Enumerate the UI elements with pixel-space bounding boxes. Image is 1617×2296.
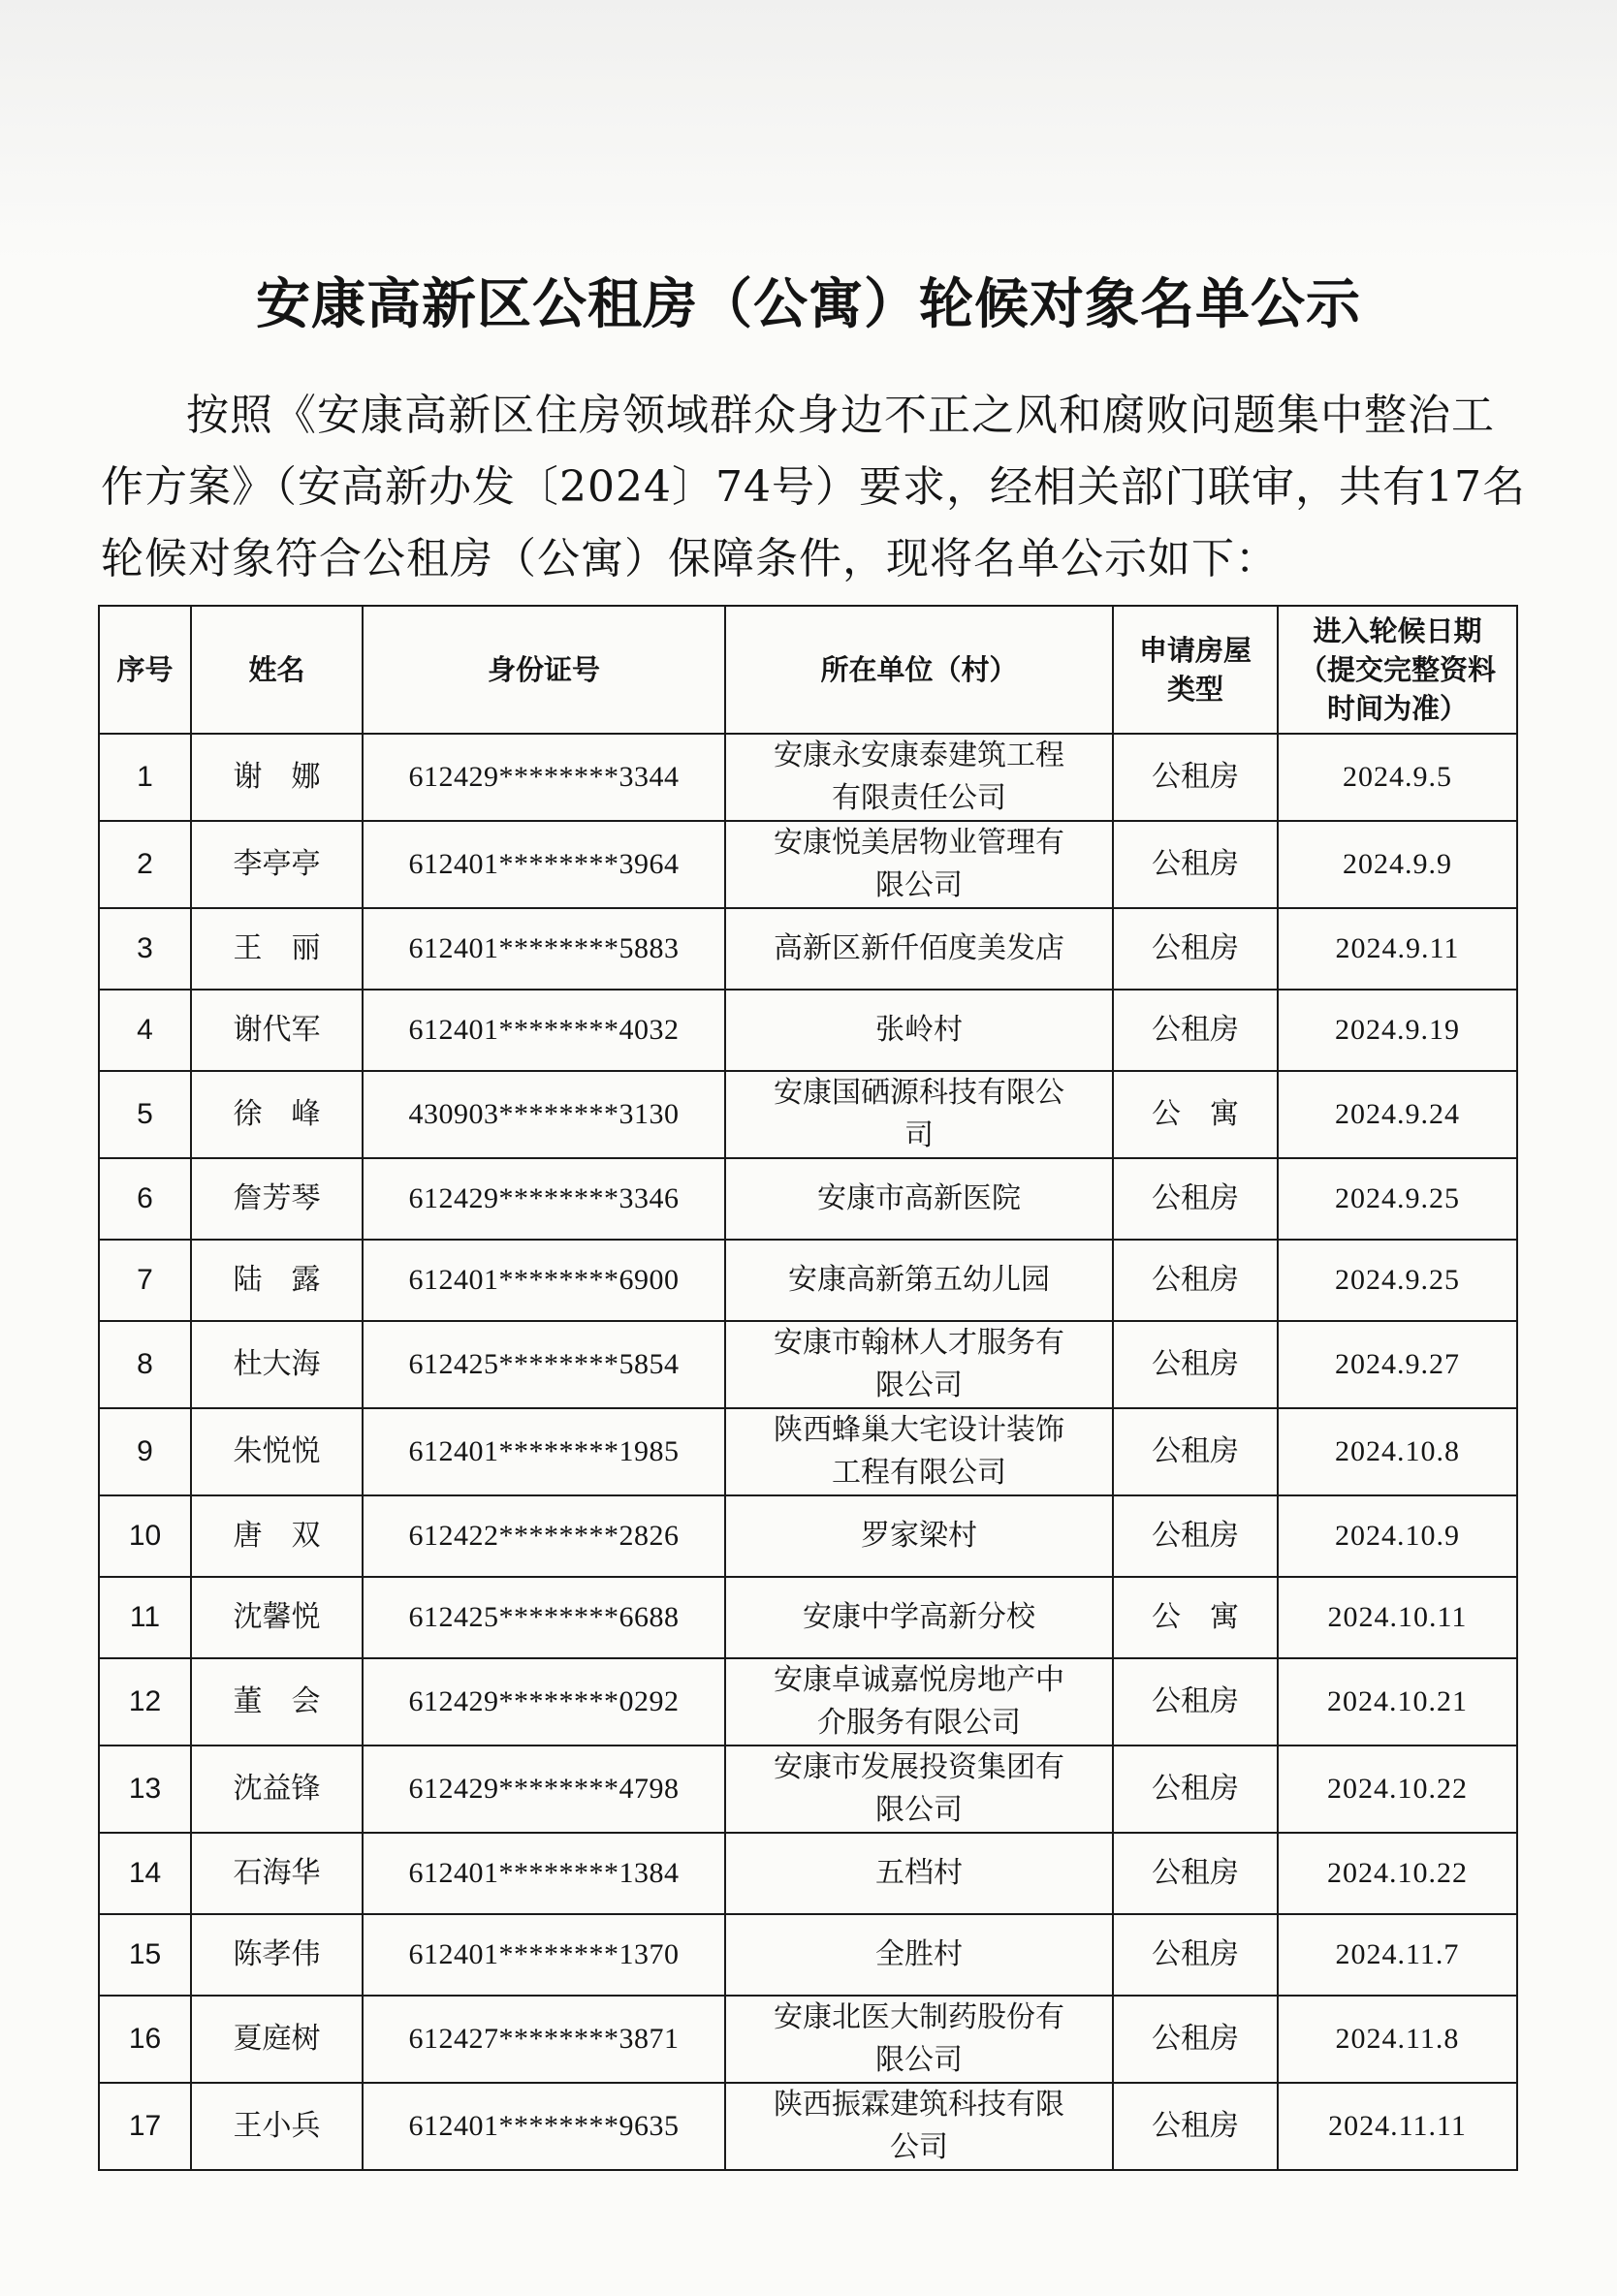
table-row <box>99 990 1517 1071</box>
cell-name: 詹芳琴 <box>191 1158 363 1240</box>
table-row <box>99 1158 1517 1240</box>
cell-name: 王小兵 <box>191 2083 363 2170</box>
cell-date: 2024.9.25 <box>1278 1240 1517 1321</box>
cell-house-type: 公租房 <box>1113 1495 1278 1577</box>
cell-unit: 安康卓诚嘉悦房地产中介服务有限公司 <box>725 1658 1113 1746</box>
cell-name: 董 会 <box>191 1658 363 1746</box>
cell-house-type: 公租房 <box>1113 1914 1278 1996</box>
table-row <box>99 1996 1517 2083</box>
cell-name: 谢代军 <box>191 990 363 1071</box>
cell-unit: 安康市高新医院 <box>725 1158 1113 1240</box>
table-row <box>99 1071 1517 1158</box>
cell-no: 12 <box>99 1658 191 1746</box>
cell-house-type: 公 寓 <box>1113 1577 1278 1658</box>
table-row <box>99 1746 1517 1833</box>
table-row <box>99 1914 1517 1996</box>
cell-house-type: 公租房 <box>1113 2083 1278 2170</box>
cell-house-type: 公租房 <box>1113 734 1278 821</box>
cell-no: 10 <box>99 1495 191 1577</box>
cell-id-number: 612429********3346 <box>363 1158 725 1240</box>
table-row <box>99 1321 1517 1408</box>
cell-id-number: 612401********1985 <box>363 1408 725 1495</box>
cell-date: 2024.11.7 <box>1278 1914 1517 1996</box>
table-row <box>99 821 1517 908</box>
cell-date: 2024.10.22 <box>1278 1746 1517 1833</box>
cell-no: 16 <box>99 1996 191 2083</box>
table-row <box>99 1240 1517 1321</box>
table-row <box>99 1577 1517 1658</box>
cell-date: 2024.11.11 <box>1278 2083 1517 2170</box>
cell-no: 3 <box>99 908 191 990</box>
cell-no: 15 <box>99 1914 191 1996</box>
cell-unit: 全胜村 <box>725 1914 1113 1996</box>
cell-house-type: 公租房 <box>1113 1240 1278 1321</box>
cell-date: 2024.9.25 <box>1278 1158 1517 1240</box>
cell-unit: 陕西振霖建筑科技有限公司 <box>725 2083 1113 2170</box>
cell-id-number: 612422********2826 <box>363 1495 725 1577</box>
cell-date: 2024.10.9 <box>1278 1495 1517 1577</box>
cell-house-type: 公租房 <box>1113 1746 1278 1833</box>
cell-unit: 安康高新第五幼儿园 <box>725 1240 1113 1321</box>
cell-id-number: 612429********0292 <box>363 1658 725 1746</box>
cell-id-number: 612429********3344 <box>363 734 725 821</box>
cell-id-number: 612401********3964 <box>363 821 725 908</box>
cell-date: 2024.9.11 <box>1278 908 1517 990</box>
table-row <box>99 1833 1517 1914</box>
cell-no: 5 <box>99 1071 191 1158</box>
cell-unit: 张岭村 <box>725 990 1113 1071</box>
cell-house-type: 公租房 <box>1113 1996 1278 2083</box>
cell-id-number: 612401********1384 <box>363 1833 725 1914</box>
page-title: 安康高新区公租房（公寓）轮候对象名单公示 <box>256 273 1361 336</box>
table-row <box>99 734 1517 821</box>
cell-unit: 安康永安康泰建筑工程有限责任公司 <box>725 734 1113 821</box>
cell-house-type: 公租房 <box>1113 1158 1278 1240</box>
cell-no: 13 <box>99 1746 191 1833</box>
cell-date: 2024.10.22 <box>1278 1833 1517 1914</box>
cell-no: 9 <box>99 1408 191 1495</box>
cell-id-number: 612427********3871 <box>363 1996 725 2083</box>
cell-date: 2024.9.19 <box>1278 990 1517 1071</box>
cell-unit: 安康北医大制药股份有限公司 <box>725 1996 1113 2083</box>
cell-unit: 罗家梁村 <box>725 1495 1113 1577</box>
cell-name: 徐 峰 <box>191 1071 363 1158</box>
cell-id-number: 612425********6688 <box>363 1577 725 1658</box>
header-type: 申请房屋类型 <box>1113 606 1278 734</box>
cell-house-type: 公租房 <box>1113 990 1278 1071</box>
cell-id-number: 612401********9635 <box>363 2083 725 2170</box>
cell-no: 17 <box>99 2083 191 2170</box>
cell-name: 夏庭树 <box>191 1996 363 2083</box>
cell-date: 2024.10.11 <box>1278 1577 1517 1658</box>
cell-name: 陈孝伟 <box>191 1914 363 1996</box>
table-header-row <box>99 606 1517 734</box>
cell-id-number: 612429********4798 <box>363 1746 725 1833</box>
cell-name: 陆 露 <box>191 1240 363 1321</box>
cell-name: 沈馨悦 <box>191 1577 363 1658</box>
table-row <box>99 908 1517 990</box>
cell-name: 唐 双 <box>191 1495 363 1577</box>
cell-unit: 陕西蜂巢大宅设计装饰工程有限公司 <box>725 1408 1113 1495</box>
cell-no: 2 <box>99 821 191 908</box>
cell-unit: 五档村 <box>725 1833 1113 1914</box>
header-id: 身份证号 <box>363 606 725 734</box>
cell-house-type: 公 寓 <box>1113 1071 1278 1158</box>
table-row <box>99 1408 1517 1495</box>
cell-id-number: 612401********5883 <box>363 908 725 990</box>
header-no: 序号 <box>99 606 191 734</box>
cell-unit: 安康国硒源科技有限公司 <box>725 1071 1113 1158</box>
table-row <box>99 1658 1517 1746</box>
cell-house-type: 公租房 <box>1113 1658 1278 1746</box>
cell-no: 14 <box>99 1833 191 1914</box>
cell-name: 石海华 <box>191 1833 363 1914</box>
cell-house-type: 公租房 <box>1113 1408 1278 1495</box>
show-through-background <box>0 0 1617 262</box>
cell-house-type: 公租房 <box>1113 1833 1278 1914</box>
cell-id-number: 612401********1370 <box>363 1914 725 1996</box>
cell-name: 李亭亭 <box>191 821 363 908</box>
cell-id-number: 612425********5854 <box>363 1321 725 1408</box>
cell-date: 2024.10.8 <box>1278 1408 1517 1495</box>
cell-no: 8 <box>99 1321 191 1408</box>
cell-date: 2024.9.5 <box>1278 734 1517 821</box>
cell-date: 2024.9.24 <box>1278 1071 1517 1158</box>
candidate-table <box>98 605 1518 2171</box>
cell-unit: 安康市发展投资集团有限公司 <box>725 1746 1113 1833</box>
cell-unit: 安康市翰林人才服务有限公司 <box>725 1321 1113 1408</box>
table-row <box>99 2083 1517 2170</box>
cell-name: 杜大海 <box>191 1321 363 1408</box>
cell-id-number: 430903********3130 <box>363 1071 725 1158</box>
cell-unit: 高新区新仟佰度美发店 <box>725 908 1113 990</box>
cell-no: 11 <box>99 1577 191 1658</box>
header-name: 姓名 <box>191 606 363 734</box>
cell-name: 谢 娜 <box>191 734 363 821</box>
cell-name: 沈益锋 <box>191 1746 363 1833</box>
cell-house-type: 公租房 <box>1113 821 1278 908</box>
cell-no: 7 <box>99 1240 191 1321</box>
cell-date: 2024.9.9 <box>1278 821 1517 908</box>
cell-id-number: 612401********6900 <box>363 1240 725 1321</box>
cell-date: 2024.9.27 <box>1278 1321 1517 1408</box>
header-date: 进入轮候日期（提交完整资料时间为准） <box>1278 606 1517 734</box>
cell-no: 1 <box>99 734 191 821</box>
cell-no: 4 <box>99 990 191 1071</box>
cell-no: 6 <box>99 1158 191 1240</box>
cell-house-type: 公租房 <box>1113 908 1278 990</box>
header-unit: 所在单位（村） <box>725 606 1113 734</box>
cell-unit: 安康中学高新分校 <box>725 1577 1113 1658</box>
cell-date: 2024.10.21 <box>1278 1658 1517 1746</box>
cell-unit: 安康悦美居物业管理有限公司 <box>725 821 1113 908</box>
cell-name: 朱悦悦 <box>191 1408 363 1495</box>
intro-paragraph: 按照《安康高新区住房领域群众身边不正之风和腐败问题集中整治工作方案》（安高新办发〔2024〕74号）要求，经相关部门联审，共有17名轮候对象符合公租房（公寓）保障条件，现将名单公示如下： <box>101 391 1526 583</box>
cell-house-type: 公租房 <box>1113 1321 1278 1408</box>
cell-id-number: 612401********4032 <box>363 990 725 1071</box>
table-row <box>99 1495 1517 1577</box>
cell-name: 王 丽 <box>191 908 363 990</box>
cell-date: 2024.11.8 <box>1278 1996 1517 2083</box>
